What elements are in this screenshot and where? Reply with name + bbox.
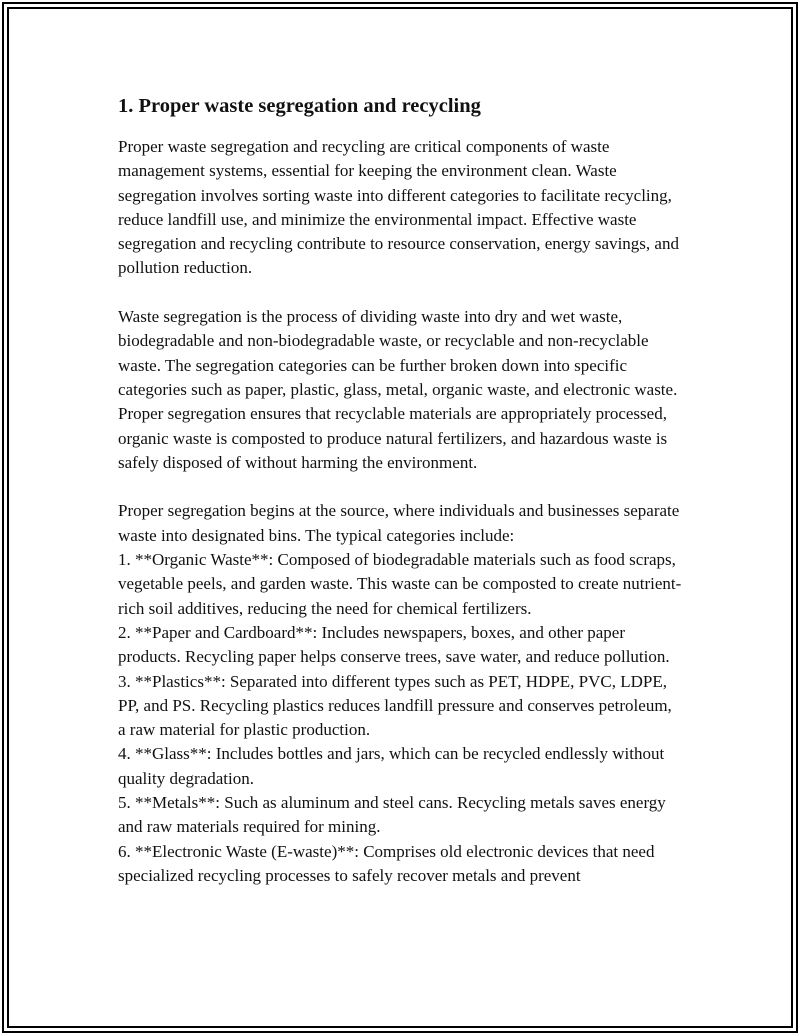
list-item: 3. **Plastics**: Separated into different types such as PET, HDPE, PVC, LDPE, PP, and PS. Recycling plastics reduces landfill pressure and conserves petroleum, a raw material for plastic production. — [118, 671, 672, 740]
list-item: 5. **Metals**: Such as aluminum and steel cans. Recycling metals saves energy and raw materials required for mining. — [118, 793, 666, 837]
section-heading: 1. Proper waste segregation and recycling — [118, 95, 481, 117]
list-item: 1. **Organic Waste**: Composed of biodegradable materials such as food scraps, vegetable peels, and garden waste. This waste can be composted to create nutrient-rich soil additives, reducing the need for chemical fertilizers. — [118, 550, 682, 618]
paragraph-intro: Proper waste segregation and recycling are critical components of waste management systems, essential for keeping the environment clean. Waste segregation involves sorting waste into different categories to facilitate recycling, reduce landfill use, and minimize the environmental impact. Effective waste segregation and recycling contribute to resource conservation, energy savings, and pollution reduction. — [118, 137, 679, 278]
paragraph-definition: Waste segregation is the process of dividing waste into dry and wet waste, biodegradable and non-biodegradable waste, or recyclable and non-recyclable waste. The segregation categories can be further broken down into specific categories such as paper, plastic, glass, metal, organic waste, and electronic waste. Proper segregation ensures that recyclable materials are appropriately processed, organic waste is composted to produce natural fertilizers, and hazardous waste is safely disposed of without harming the environment. — [118, 307, 678, 472]
paragraph-categories — [118, 499, 683, 888]
list-item: 4. **Glass**: Includes bottles and jars, which can be recycled endlessly without quality degradation. — [118, 744, 665, 788]
list-item: 6. **Electronic Waste (E-waste)**: Comprises old electronic devices that need specialized recycling processes to safely recover metals and prevent — [118, 841, 655, 885]
document-body — [118, 92, 683, 888]
categories-intro: Proper segregation begins at the source, where individuals and businesses separate waste into designated bins. The typical categories include: — [118, 501, 680, 545]
list-item: 2. **Paper and Cardboard**: Includes newspapers, boxes, and other paper products. Recycling paper helps conserve trees, save water, and reduce pollution. — [118, 622, 670, 667]
